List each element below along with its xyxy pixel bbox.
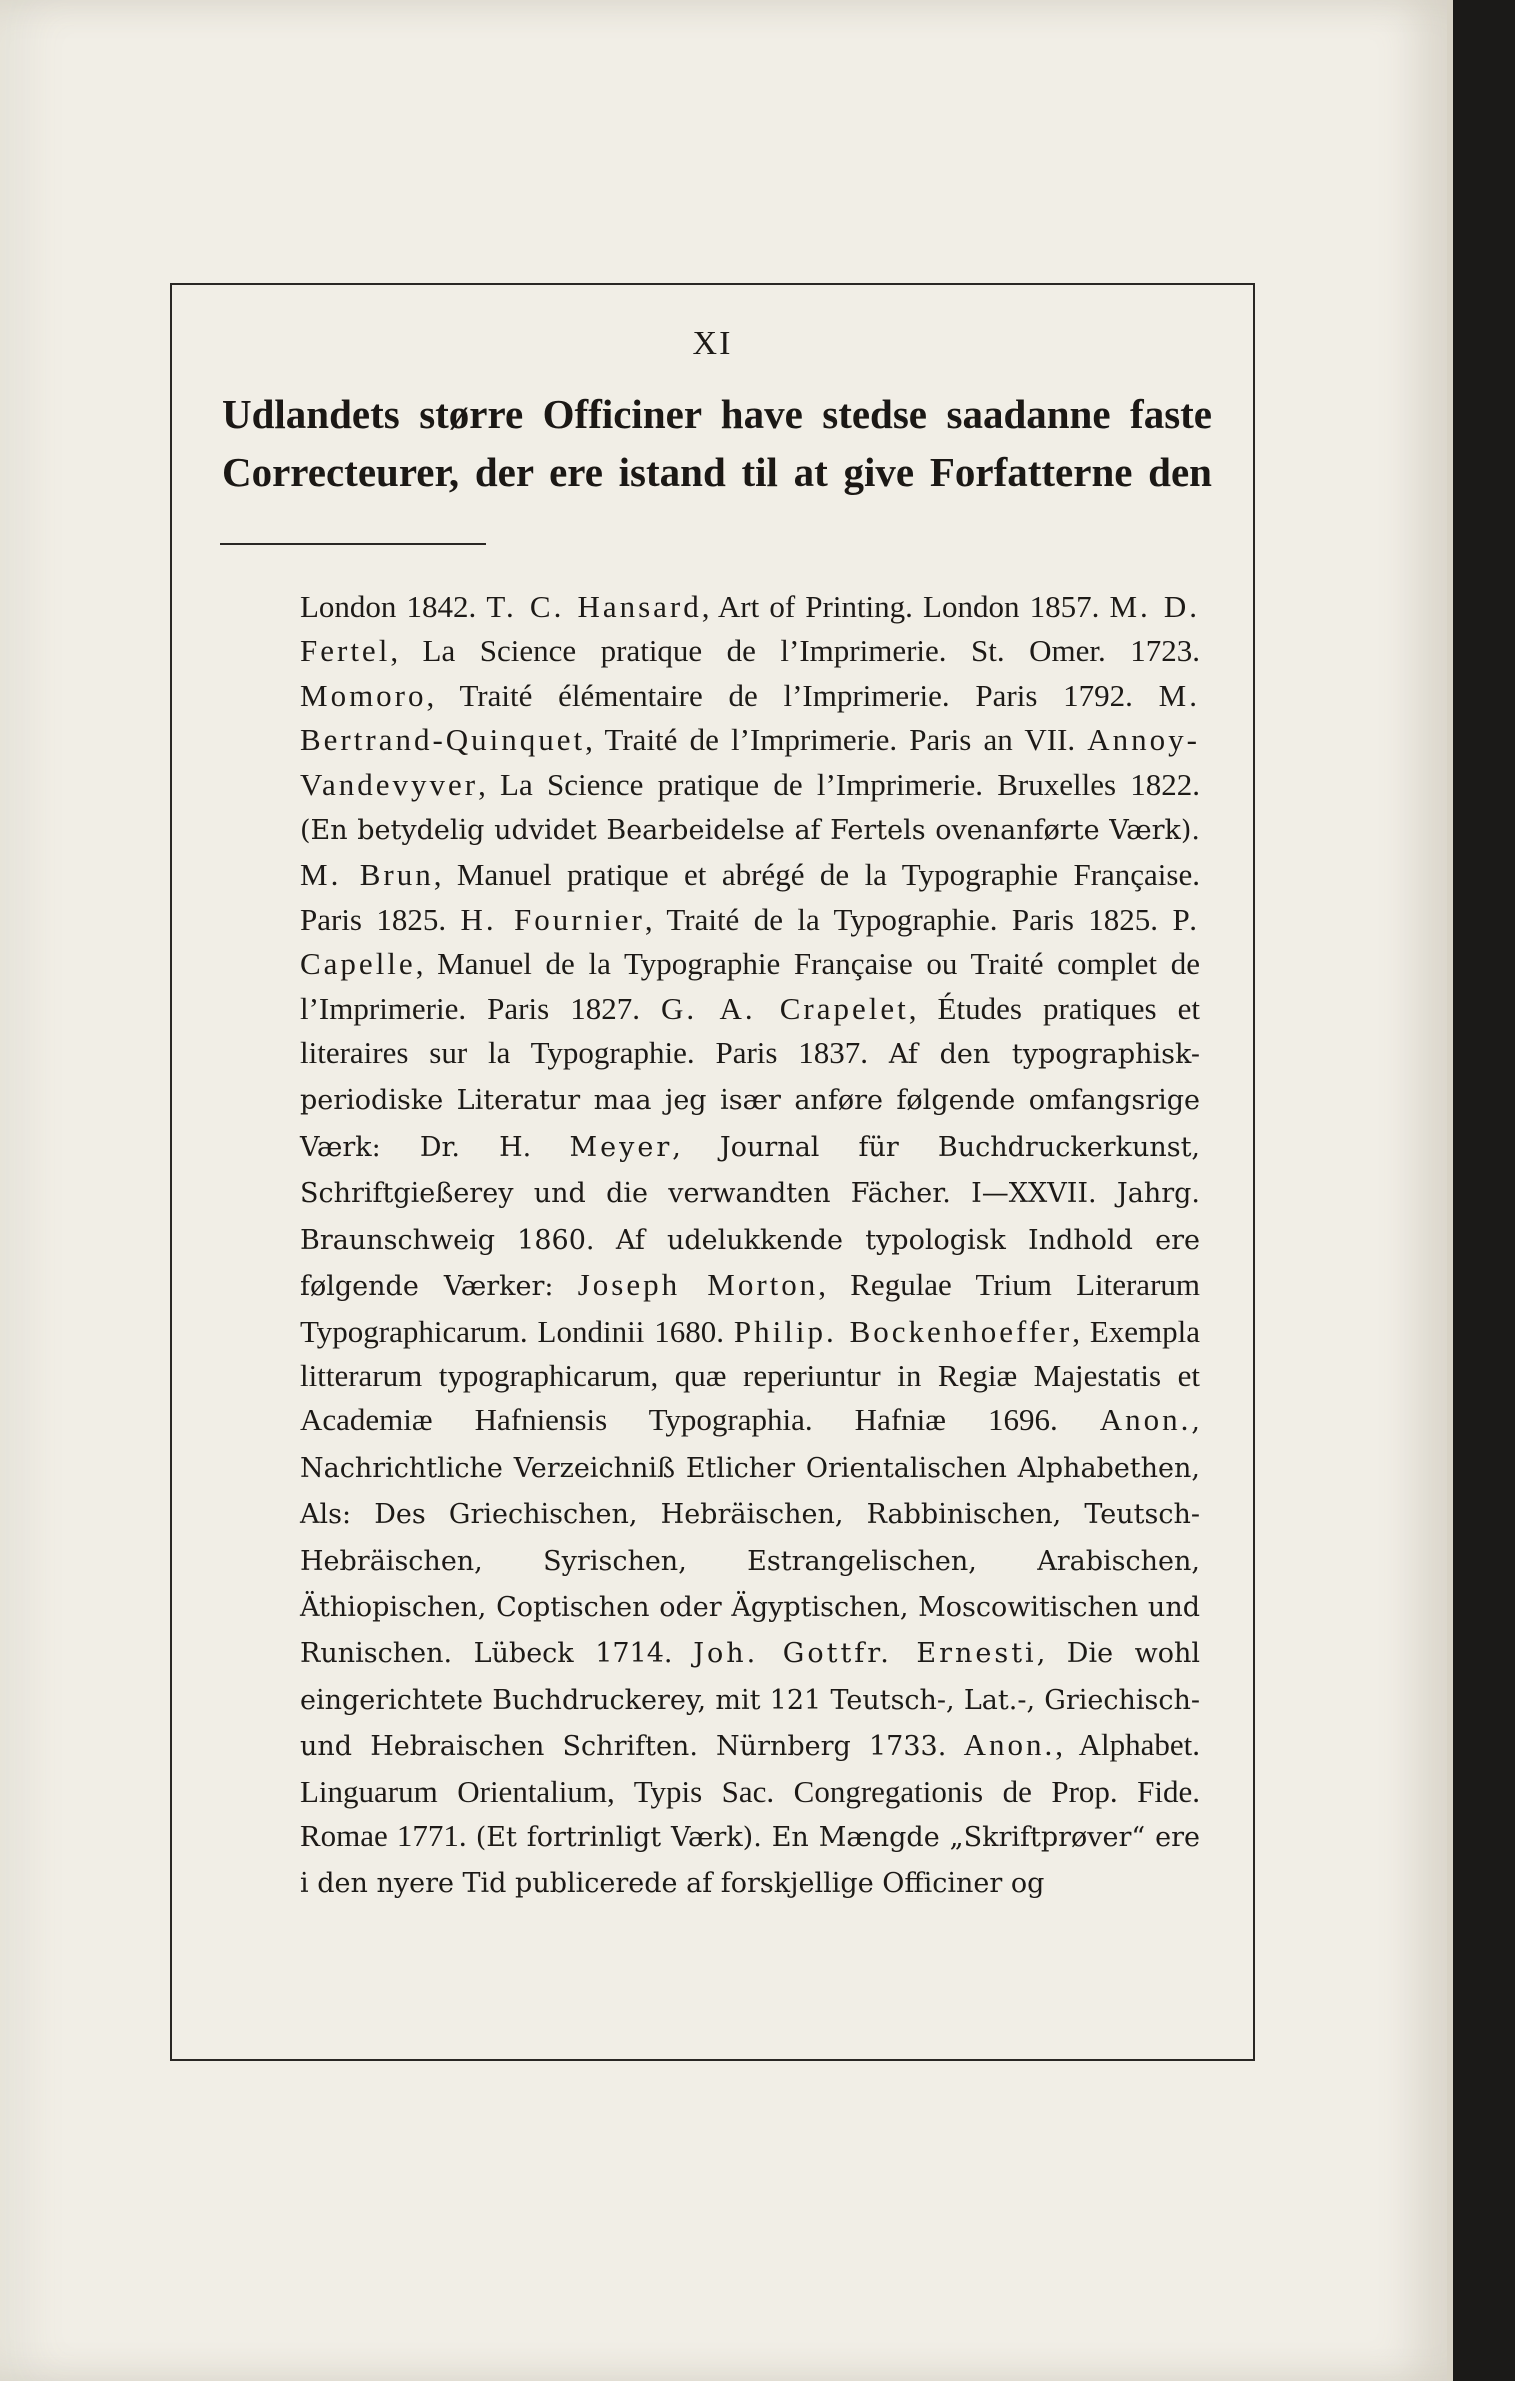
author-name: Anon. [1099,1402,1192,1438]
author-name: M. D. Fertel [300,589,1201,669]
text-run: , Études pratiques et literaires sur la Typographie. Paris 1837. [300,990,1200,1071]
author-name: Joh. Gottfr. Ernesti [693,1638,1037,1670]
text-run: , Traité de l’Imprimerie. Paris an VII. [585,722,1076,758]
text-run: , Regulae Trium Literarum Typographicarum. Londinii 1680. [300,1267,1201,1349]
author-name: M. Brun [300,857,434,893]
fraktur-run: Af udelukkende typologisk Indhold ere følgende Værker: [300,1224,1200,1303]
text-run: , Manuel pratique et abrégé de la Typographie Française. Paris 1825. [300,857,1200,937]
author-name: Joseph Morton [577,1267,819,1303]
fraktur-run: (En betydelig udvidet Bearbeidelse af Fertels ovenanførte Værk). [300,815,1200,847]
author-name: Meyer [569,1131,673,1163]
fraktur-run: , Die wohl eingerichtete Buchdruckerey, mit 121 Teutsch-, Lat.-, Griechisch- und Hebraischen Schriften. Nürnberg 1733. [300,1638,1200,1763]
text-run: , La Science pratique de l’Imprimerie. Bruxelles 1822. [478,766,1200,802]
author-name: Momoro [300,677,427,713]
author-name: G. A. Crapelet [661,990,909,1026]
author-name: Annoy-Vandevyver [300,722,1200,802]
text-run: , Art of Printing. London 1857. [701,589,1100,624]
text-run: , Traité élémentaire de l’Imprimerie. Paris 1792. [426,677,1133,713]
text-run: , Alphabet. Linguarum Orientalium, Typis Sac. Congregationis de Prop. Fide. Romae 1771. [300,1727,1200,1853]
author-name: P. Capelle [300,901,1201,982]
fraktur-run: Af den typographisk-periodiske Literatur maa jeg især anføre følgende omfangsrige Værk: Dr. H. [300,1039,1200,1163]
footnote-text [300,585,1200,1907]
page-number: XI [692,325,733,362]
text-frame [170,283,1255,2061]
text-run: London 1842. [300,589,477,624]
footnote-rule [220,543,486,545]
text-run: , Exempla litterarum typographicarum, quæ reperiuntur in Regiæ Majestatis et Academiæ Hafniensis Typographia. Hafniæ 1696. [300,1313,1201,1438]
author-name: Anon. [963,1727,1056,1763]
text-run: , Traité de la Typographie. Paris 1825. [644,901,1159,937]
fraktur-run: (Et fortrinligt Værk). En Mængde „Skriftprøver“ ere i den nyere Tid publicerede af forskjellige Officiner og [300,1821,1201,1900]
author-name: Philip. Bockenhoeffer [733,1313,1073,1349]
text-run: , La Science pratique de l’Imprimerie. St. Omer. 1723. [390,633,1200,669]
continued-heading-text: Udlandets større Officiner have stedse saadanne faste Correcteurer, der ere istand til at give Forfatterne den [222,391,1212,495]
author-name: H. Fournier [460,901,645,937]
text-run: , Manuel de la Typographie Française ou Traité complet de l’Imprimerie. Paris 1827. [300,946,1200,1026]
fraktur-run: , Nachrichtliche Verzeichniß Etlicher Orientalischen Alphabethen, Als: Des Griechischen, Hebräischen, Rabbinischen, Teutsch-Hebräischen, Syrischen, Estrangelischen, Arabischen, Äthiopischen, Coptischen oder Ägyptischen, Moscowitischen und Runischen. Lübeck 1714. [300,1406,1201,1670]
author-name: T. C. Hansard [486,589,702,624]
author-name: M. Bertrand-Quinquet [300,677,1200,758]
fraktur-run: , Journal für Buchdruckerkunst, Schriftgießerey und die verwandten Fächer. I—XXVII. Jahrg. Braunschweig 1860. [300,1131,1201,1256]
